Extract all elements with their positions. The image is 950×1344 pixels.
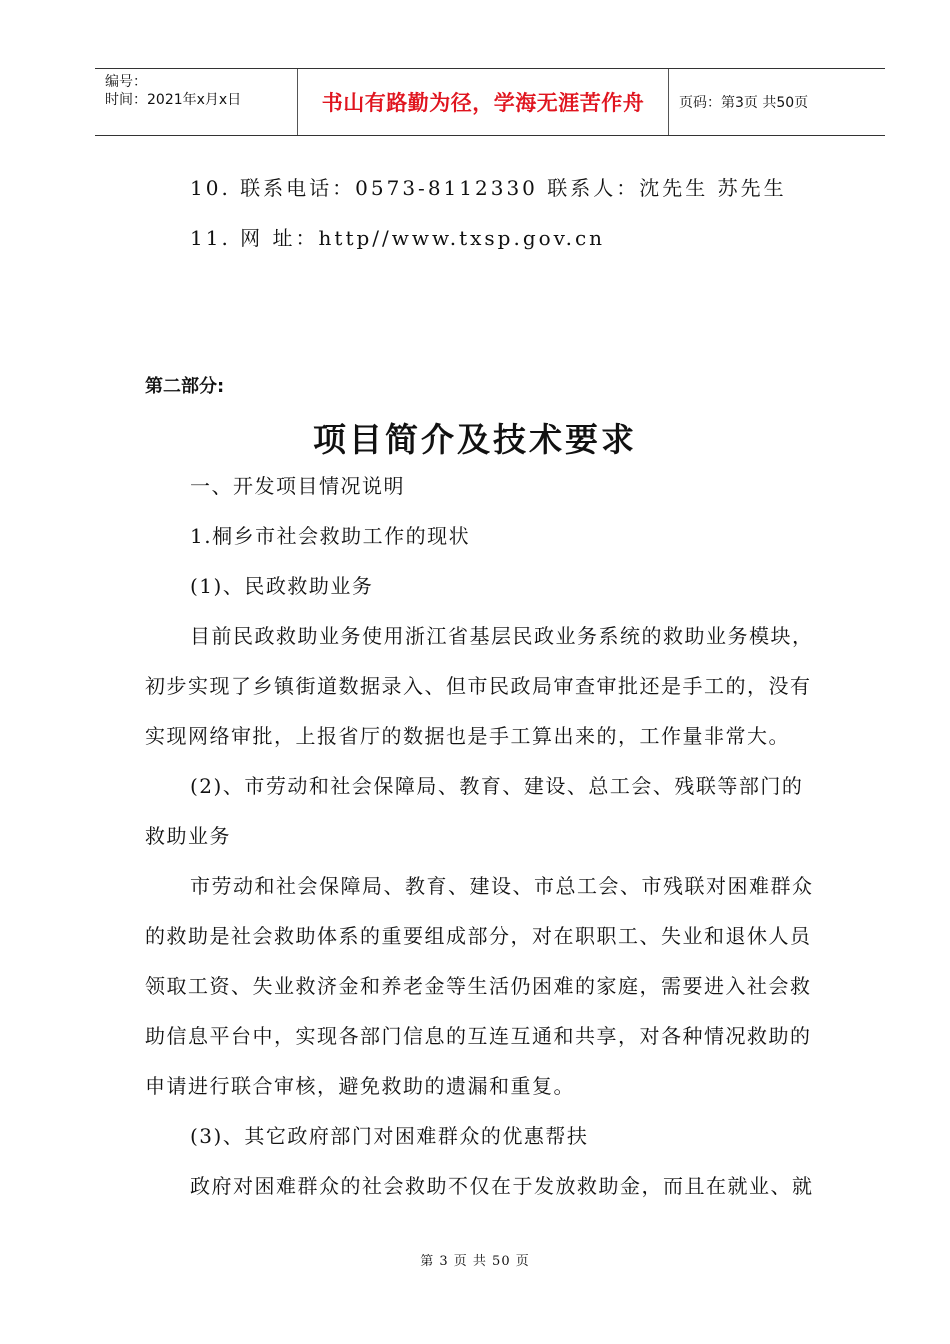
header-motto-cell bbox=[297, 69, 669, 135]
paragraph-line: 助信息平台中，实现各部门信息的互连互通和共享，对各种情况救助的 bbox=[145, 1024, 812, 1048]
heading-1-1: 1.桐乡市社会救助工作的现状 bbox=[190, 524, 471, 548]
page-info: 页码：第3页 共50页 bbox=[679, 95, 809, 111]
contact-website-line: 11. 网 址：http//www.txsp.gov.cn bbox=[190, 226, 606, 250]
paragraph-line: 申请进行联合审核，避免救助的遗漏和重复。 bbox=[145, 1074, 575, 1098]
paragraph-line: 政府对困难群众的社会救助不仅在于发放救助金，而且在就业、就 bbox=[190, 1174, 814, 1198]
paragraph-line: 的救助是社会救助体系的重要组成部分，对在职职工、失业和退休人员 bbox=[145, 924, 812, 948]
paragraph-line: 目前民政救助业务使用浙江省基层民政业务系统的救助业务模块， bbox=[190, 624, 814, 648]
page-footer: 第 3 页 共 50 页 bbox=[420, 1254, 530, 1269]
paragraph-line: 实现网络审批，上报省厅的数据也是手工算出来的，工作量非常大。 bbox=[145, 724, 790, 748]
header-meta bbox=[95, 69, 297, 135]
header-page-cell bbox=[669, 69, 885, 135]
section-label: 第二部分: bbox=[145, 376, 225, 397]
heading-item-1: (1)、民政救助业务 bbox=[190, 574, 374, 598]
heading-item-2-cont: 救助业务 bbox=[145, 824, 231, 848]
page-title: 项目简介及技术要求 bbox=[313, 420, 637, 459]
number-label: 编号： bbox=[105, 74, 147, 90]
paragraph-line: 市劳动和社会保障局、教育、建设、市总工会、市残联对困难群众 bbox=[190, 874, 814, 898]
document-header bbox=[95, 68, 885, 136]
heading-item-3: (3)、其它政府部门对困难群众的优惠帮扶 bbox=[190, 1124, 589, 1148]
heading-1: 一、开发项目情况说明 bbox=[190, 474, 405, 498]
heading-item-2: (2)、市劳动和社会保障局、教育、建设、总工会、残联等部门的 bbox=[190, 774, 804, 798]
time-label: 时间：2021年x月x日 bbox=[105, 92, 242, 108]
motto-text: 书山有路勤为径，学海无涯苦作舟 bbox=[321, 91, 645, 115]
contact-phone-line: 10. 联系电话：0573-8112330 联系人：沈先生 苏先生 bbox=[190, 176, 787, 200]
paragraph-line: 初步实现了乡镇街道数据录入、但市民政局审查审批还是手工的，没有 bbox=[145, 674, 812, 698]
paragraph-line: 领取工资、失业救济金和养老金等生活仍困难的家庭，需要进入社会救 bbox=[145, 974, 812, 998]
